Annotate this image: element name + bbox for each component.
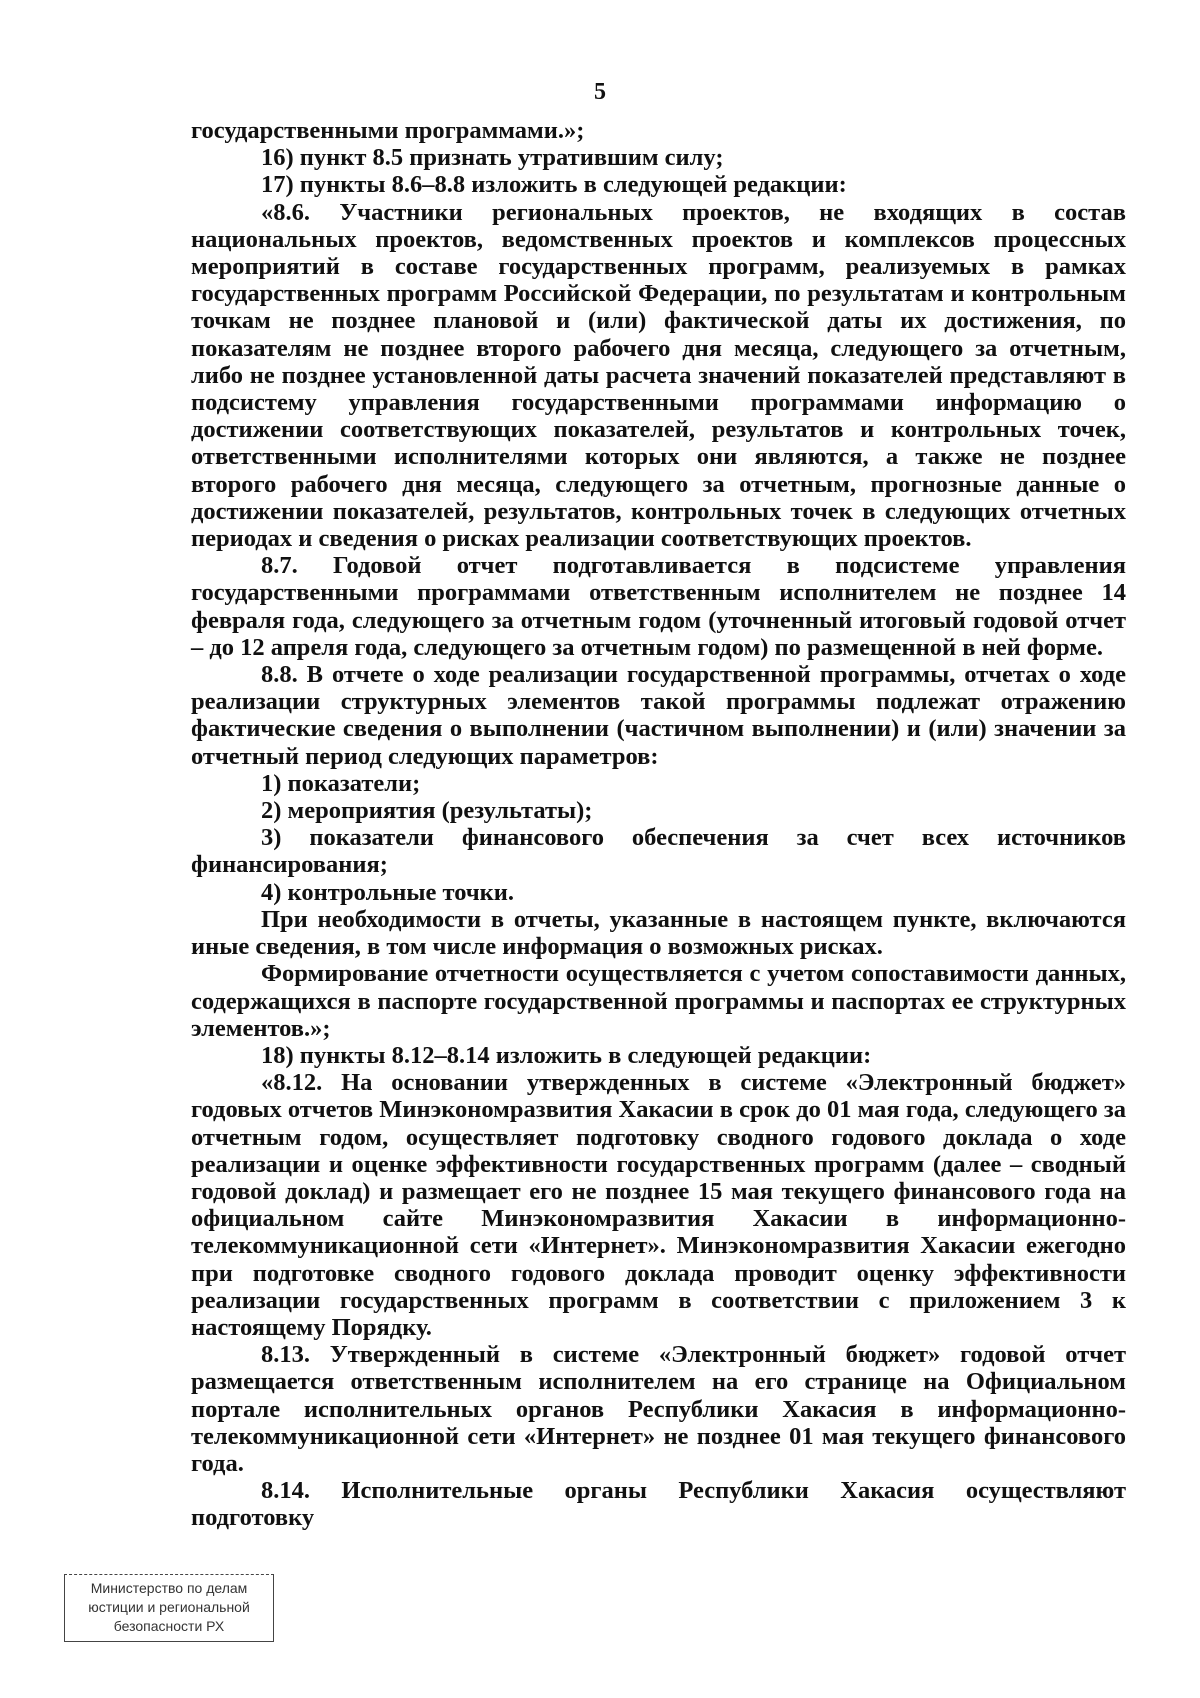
paragraph-additional-info: При необходимости в отчеты, указанные в настоящем пункте, включаются иные сведения, в том числе информация о возможных рисках. [191, 905, 1126, 961]
paragraph-8-13: 8.13. Утвержденный в системе «Электронный бюджет» годовой отчет размещается ответственным исполнителем на его странице на Официальном портале исполнительных органов Республики Хакасия в информационно-телекоммуникационной сети «Интернет» не позднее 01 мая текущего финансового года. [191, 1341, 1126, 1477]
paragraph-reporting: Формирование отчетности осуществляется с учетом сопоставимости данных, содержащихся в паспорте государственной программы и паспортах ее структурных элементов.»; [191, 960, 1126, 1042]
paragraph-8-12: «8.12. На основании утвержденных в системе «Электронный бюджет» годовых отчетов Минэкономразвития Хакасии в срок до 01 мая года, следующего за отчетным годом, осуществляет подготовку сводного годового доклада о ходе реализации и оценке эффективности государственных программ (далее – сводный годовой доклад) и размещает его не позднее 15 мая текущего финансового года на официальном сайте Минэкономразвития Хакасии в информационно-телекоммуникационной сети «Интернет». Минэкономразвития Хакасии ежегодно при подготовке сводного годового доклада проводит оценку эффективности реализации государственных программ в соответствии с приложением 3 к настоящему Порядку. [191, 1069, 1126, 1341]
paragraph-item-16: 16) пункт 8.5 признать утратившим силу; [261, 144, 724, 172]
stamp-line-3: безопасности РХ [113, 1618, 225, 1634]
stamp-line-2: юстиции и региональной [88, 1599, 250, 1615]
paragraph-item-17: 17) пункты 8.6–8.8 изложить в следующей редакции: [261, 171, 847, 199]
page-number: 5 [594, 79, 606, 105]
document-body [191, 117, 1126, 1532]
paragraph-continuation: государственными программами.»; [191, 117, 585, 144]
ministry-stamp [64, 1574, 274, 1642]
paragraph-8-6: «8.6. Участники региональных проектов, не входящих в состав национальных проектов, ведомственных проектов и комплексов процессных мероприятий в составе государственных программ, реализуемых в рамках государственных программ Российской Федерации, по результатам и контрольным точкам не позднее плановой и (или) фактической даты их достижения, по показателям не позднее второго рабочего дня месяца, следующего за отчетным, либо не позднее установленной даты расчета значений показателей представляют в подсистему управления государственными программами информацию о достижении соответствующих показателей, результатов и контрольных точек, ответственными исполнителями которых они являются, а также не позднее второго рабочего дня месяца, следующего за отчетным, прогнозные данные о достижении показателей, результатов, контрольных точек в следующих отчетных периодах и сведения о рисках реализации соответствующих проектов. [191, 198, 1126, 553]
list-item-2: 2) мероприятия (результаты); [261, 797, 593, 825]
list-item-1: 1) показатели; [261, 769, 421, 797]
list-item-3: 3) показатели финансового обеспечения за счет всех источников финансирования; [191, 824, 1126, 879]
list-item-4: 4) контрольные точки. [261, 878, 515, 906]
paragraph-8-7: 8.7. Годовой отчет подготавливается в подсистеме управления государственными программами ответственным исполнителем не позднее 14 февраля года, следующего за отчетным годом (уточненный итоговый годовой отчет – до 12 апреля года, следующего за отчетным годом) по размещенной в ней форме. [191, 552, 1126, 661]
paragraph-8-8: 8.8. В отчете о ходе реализации государственной программы, отчетах о ходе реализации структурных элементов такой программы подлежат отражению фактические сведения о выполнении (частичном выполнении) и (или) значении за отчетный период следующих параметров: [191, 661, 1126, 770]
paragraph-item-18: 18) пункты 8.12–8.14 изложить в следующей редакции: [261, 1041, 872, 1069]
paragraph-8-14: 8.14. Исполнительные органы Республики Хакасия осуществляют подготовку [191, 1477, 1126, 1532]
stamp-line-1: Министерство по делам [90, 1580, 248, 1596]
